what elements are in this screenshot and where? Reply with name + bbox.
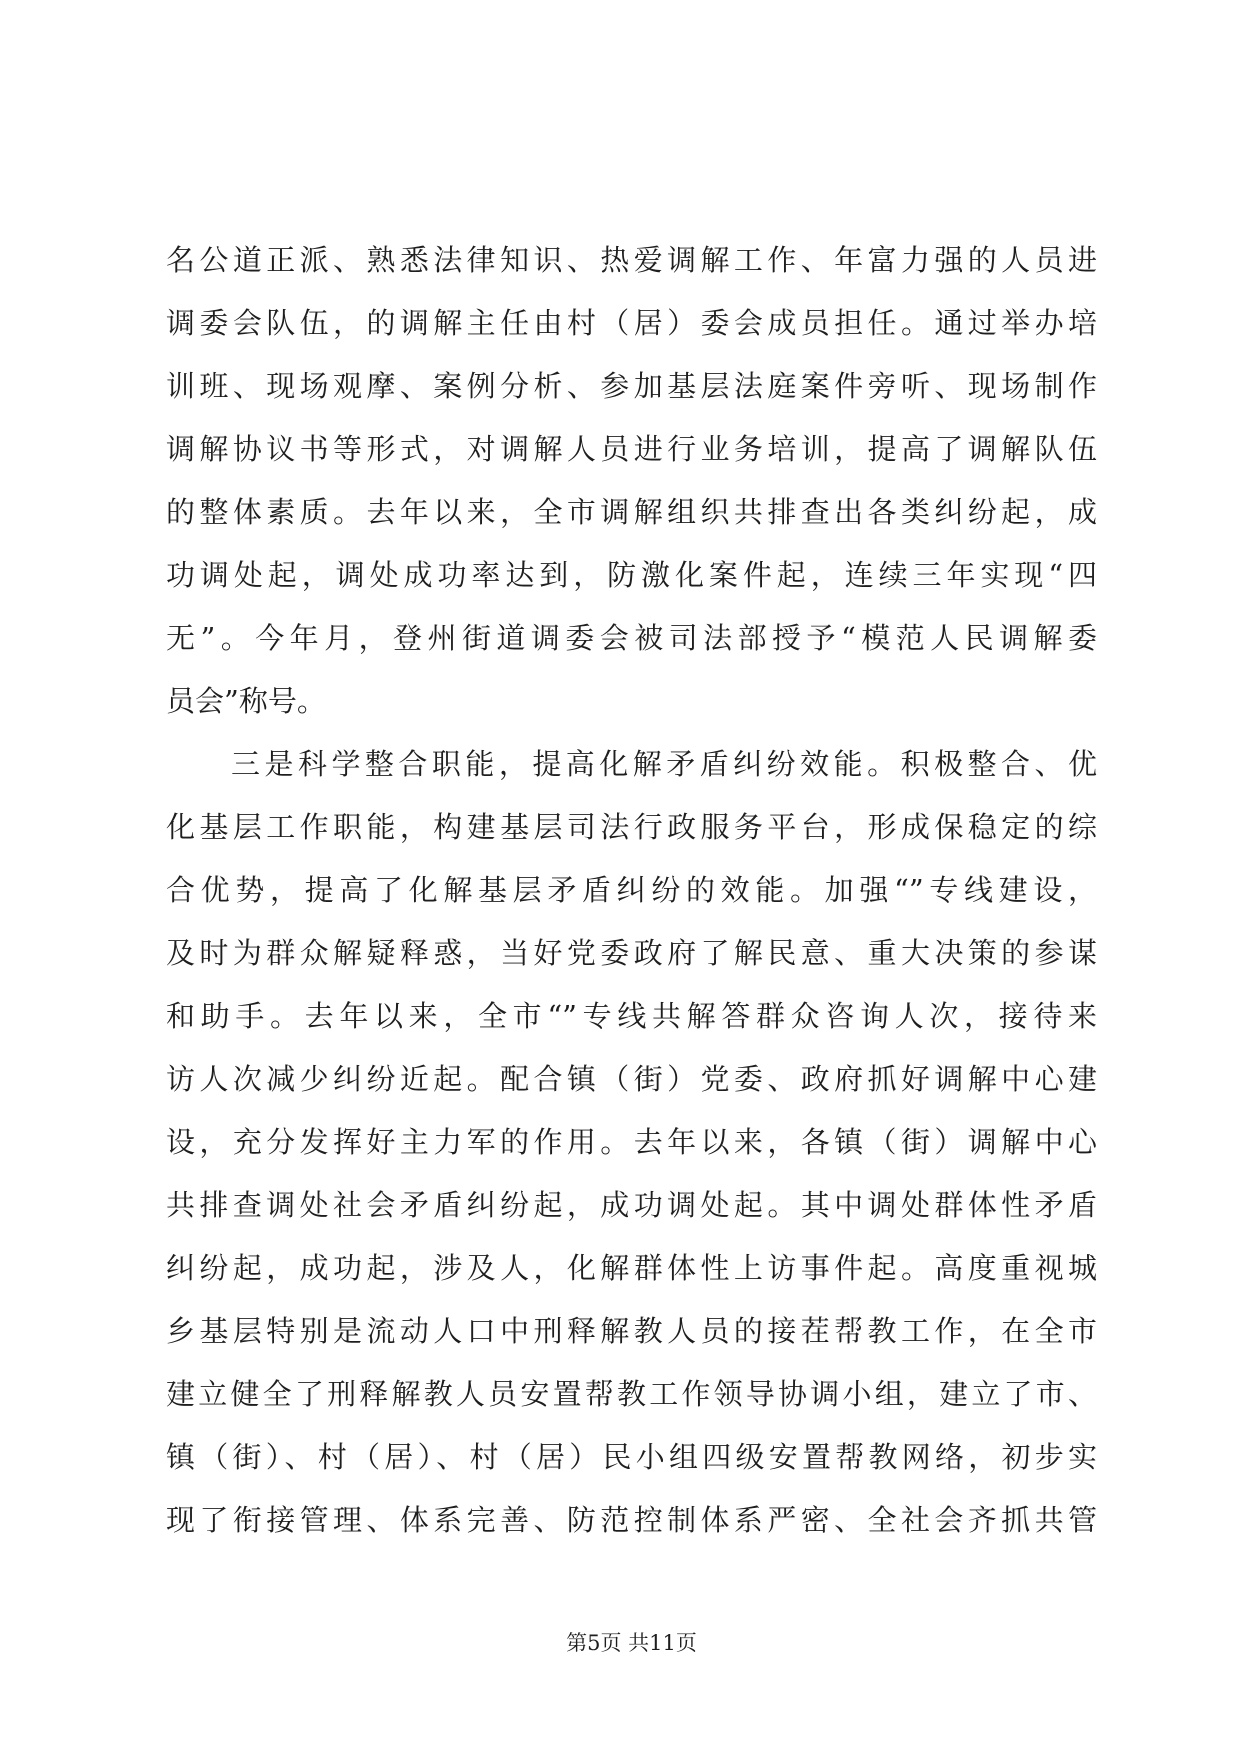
text-line: 合优势，提高了化解基层矛盾纠纷的效能。加强“”专线建设，: [166, 873, 1097, 907]
paragraph-2: [166, 733, 1097, 1552]
text-line: 镇（街）、村（居）、村（居）民小组四级安置帮教网络，初步实: [166, 1440, 1097, 1474]
text-line: 和助手。去年以来，全市“”专线共解答群众咨询人次，接待来: [166, 999, 1097, 1033]
text-line: 乡基层特别是流动人口中刑释解教人员的接茬帮教工作，在全市: [166, 1314, 1097, 1348]
text-line: 现了衔接管理、体系完善、防范控制体系严密、全社会齐抓共管: [166, 1503, 1097, 1537]
page-number-footer: 第5页 共11页: [566, 1631, 697, 1655]
text-line: 的整体素质。去年以来，全市调解组织共排查出各类纠纷起，成: [166, 495, 1097, 529]
text-line: 无”。今年月，登州街道调委会被司法部授予“模范人民调解委: [166, 621, 1097, 655]
text-line: 调解协议书等形式，对调解人员进行业务培训，提高了调解队伍: [166, 432, 1097, 466]
text-line: 名公道正派、熟悉法律知识、热爱调解工作、年富力强的人员进: [166, 243, 1097, 277]
text-line: 三是科学整合职能，提高化解矛盾纠纷效能。积极整合、优: [231, 747, 1097, 781]
text-line: 调委会队伍，的调解主任由村（居）委会成员担任。通过举办培: [166, 306, 1097, 340]
text-line: 及时为群众解疑释惑，当好党委政府了解民意、重大决策的参谋: [166, 936, 1097, 970]
text-line: 纠纷起，成功起，涉及人，化解群体性上访事件起。高度重视城: [166, 1251, 1097, 1285]
text-line: 共排查调处社会矛盾纠纷起，成功调处起。其中调处群体性矛盾: [166, 1188, 1097, 1222]
text-line: 化基层工作职能，构建基层司法行政服务平台，形成保稳定的综: [166, 810, 1097, 844]
text-line: 设，充分发挥好主力军的作用。去年以来，各镇（街）调解中心: [166, 1125, 1097, 1159]
text-line: 员会”称号。: [166, 684, 326, 718]
paragraph-1: [166, 229, 1097, 733]
text-line: 训班、现场观摩、案例分析、参加基层法庭案件旁听、现场制作: [166, 369, 1097, 403]
text-line: 功调处起，调处成功率达到，防激化案件起，连续三年实现“四: [166, 558, 1097, 592]
text-line: 建立健全了刑释解教人员安置帮教工作领导协调小组，建立了市、: [166, 1377, 1097, 1411]
document-body: [166, 229, 1097, 1552]
text-line: 访人次减少纠纷近起。配合镇（街）党委、政府抓好调解中心建: [166, 1062, 1097, 1096]
